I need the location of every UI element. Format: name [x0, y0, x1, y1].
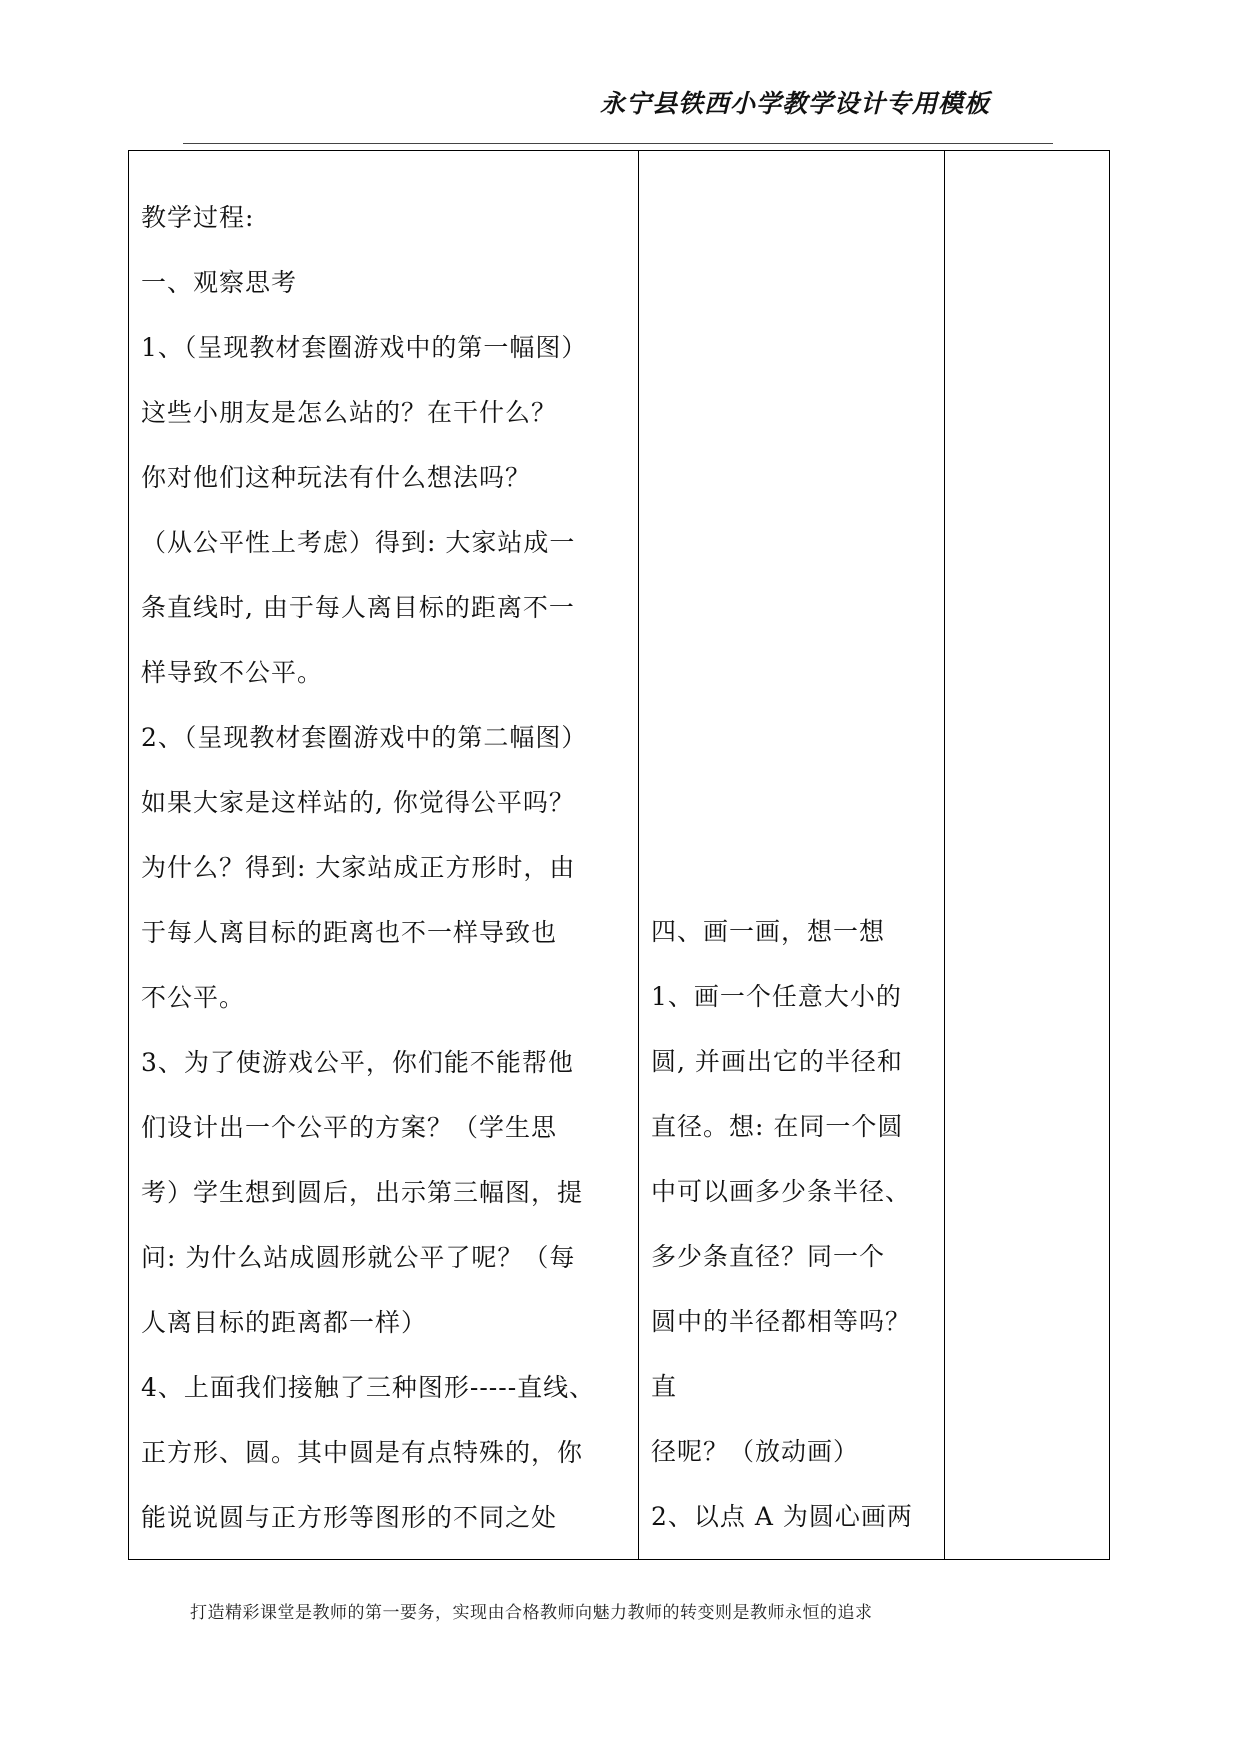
- text-line: 为什么？得到: 大家站成正方形时，由: [141, 853, 576, 882]
- text-line: 条直线时, 由于每人离目标的距离不一: [141, 593, 575, 622]
- text-line: 3、为了使游戏公平，你们能不能帮他: [141, 1048, 574, 1077]
- teaching-process-column: [141, 185, 629, 1550]
- text-line: 径呢？（放动画）: [651, 1437, 860, 1466]
- text-line: 教学过程:: [141, 203, 255, 232]
- activity-column: [651, 899, 939, 1549]
- column-divider-1: [638, 151, 639, 1559]
- column-divider-2: [944, 151, 945, 1559]
- text-line: 们设计出一个公平的方案？（学生思: [141, 1113, 558, 1142]
- text-line: 于每人离目标的距离也不一样导致也: [141, 918, 558, 947]
- text-line: 1、（呈现教材套圈游戏中的第一幅图）: [141, 333, 588, 362]
- text-line: 不公平。: [141, 983, 246, 1012]
- text-line: 如果大家是这样站的, 你觉得公平吗？: [141, 788, 575, 817]
- text-line: 圆, 并画出它的半径和: [651, 1047, 903, 1076]
- text-line: 中可以画多少条半径、: [651, 1177, 912, 1206]
- lesson-plan-table: [128, 150, 1110, 1560]
- text-line: 直: [651, 1372, 678, 1401]
- text-line: 4、上面我们接触了三种图形-----直线、: [141, 1373, 596, 1402]
- text-line: 直径。想: 在同一个圆: [651, 1112, 904, 1141]
- text-line: 2、以点 A 为圆心画两: [651, 1502, 913, 1531]
- text-line: 圆中的半径都相等吗？: [651, 1307, 912, 1336]
- text-line: 这些小朋友是怎么站的？在干什么？: [141, 398, 558, 427]
- text-line: 问: 为什么站成圆形就公平了呢？（每: [141, 1243, 576, 1272]
- text-line: 2、（呈现教材套圈游戏中的第二幅图）: [141, 723, 588, 752]
- text-line: （从公平性上考虑）得到: 大家站成一: [141, 528, 576, 557]
- text-line: 人离目标的距离都一样）: [141, 1308, 428, 1337]
- text-line: 能说说圆与正方形等图形的不同之处: [141, 1503, 558, 1532]
- text-line: 多少条直径？同一个: [651, 1242, 886, 1271]
- page-footer-motto: 打造精彩课堂是教师的第一要务，实现由合格教师向魅力教师的转变则是教师永恒的追求: [190, 1603, 873, 1623]
- text-line: 1、画一个任意大小的: [651, 982, 902, 1011]
- text-line: 四、画一画，想一想: [651, 917, 886, 946]
- text-line: 考）学生想到圆后，出示第三幅图，提: [141, 1178, 584, 1207]
- text-line: 正方形、圆。其中圆是有点特殊的，你: [141, 1438, 584, 1467]
- text-line: 你对他们这种玩法有什么想法吗？: [141, 463, 532, 492]
- page-header-title: 永宁县铁西小学教学设计专用模板: [600, 89, 991, 118]
- text-line: 一、观察思考: [141, 268, 298, 297]
- text-line: 样导致不公平。: [141, 658, 324, 687]
- header-divider: [183, 143, 1053, 144]
